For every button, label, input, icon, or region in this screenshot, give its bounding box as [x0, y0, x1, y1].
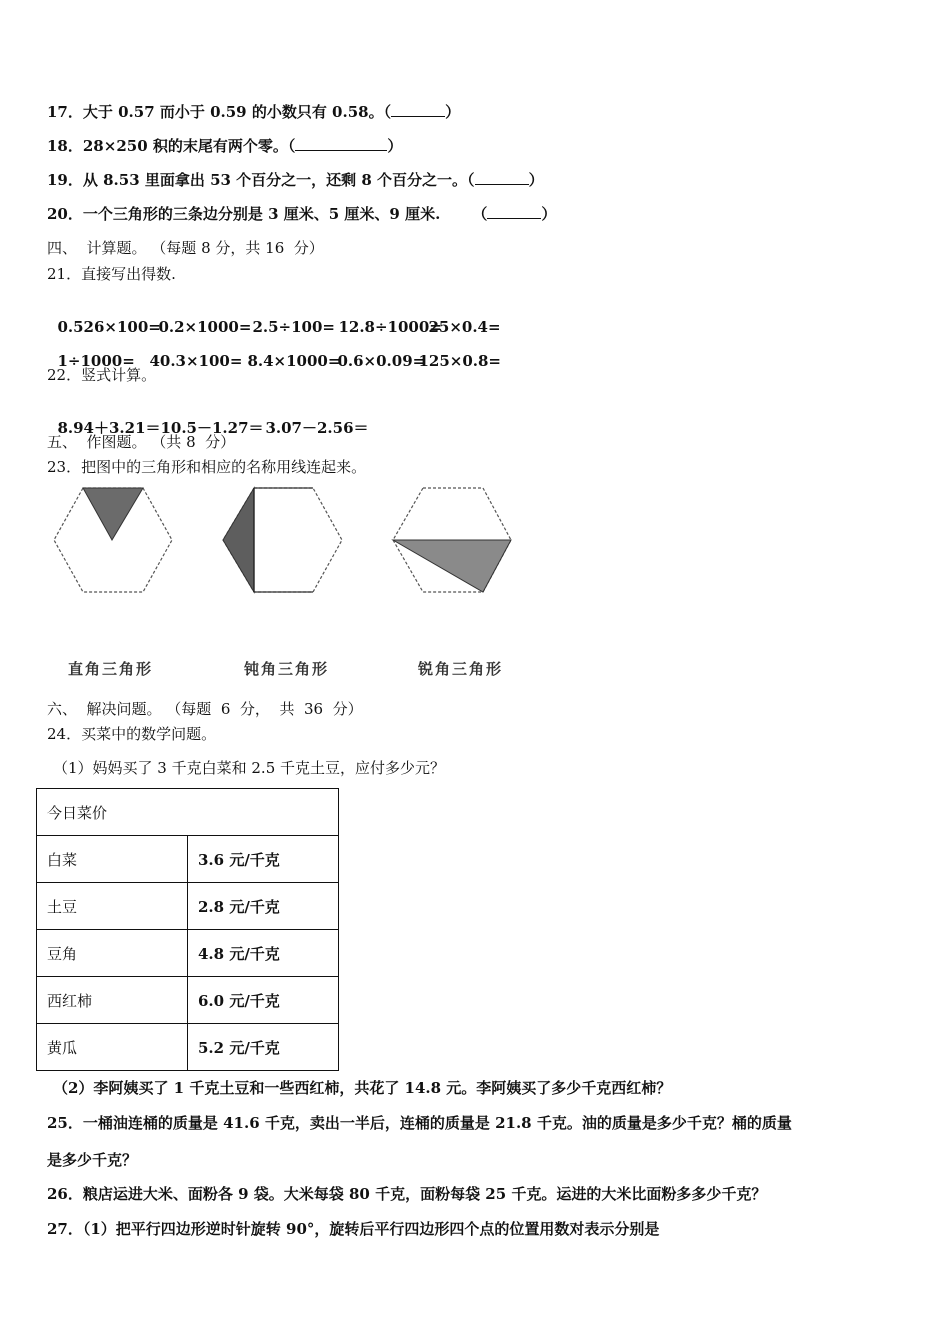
question-22: 22．竖式计算。 — [47, 366, 157, 384]
vegetable-name: 豆角 — [37, 930, 188, 977]
section-6-heading: 六、 解决问题。 （每题 6 分， 共 36 分） — [47, 700, 363, 718]
table-row — [37, 977, 339, 1024]
calc-item: 2.5÷100= — [252, 318, 335, 336]
shaded-triangle-2[interactable] — [223, 488, 254, 592]
question-25-line-1: 25．一桶油连桶的质量是 41.6 千克，卖出一半后，连桶的质量是 21.8 千克。油的质量是多少千克？桶的质量 — [47, 1114, 792, 1132]
calc-item: 0.2×1000= — [158, 318, 252, 336]
question-18 — [47, 136, 402, 156]
table-row — [37, 1024, 339, 1071]
table-header: 今日菜价 — [37, 789, 339, 836]
vertical-calc-item: 8.94＋3.21＝ — [57, 419, 161, 437]
vegetable-price: 2.8 元/千克 — [188, 883, 339, 930]
answer-blank-17[interactable] — [391, 102, 445, 117]
question-18-text: 18．28×250 积的末尾有两个零。（ — [47, 137, 296, 155]
calc-item: 40.3×100= — [149, 352, 243, 370]
question-19-close: ） — [528, 171, 544, 189]
section-5-heading: 五、 作图题。 （共 8 分） — [47, 433, 236, 451]
hexagon-figure-1 — [54, 488, 172, 592]
calc-item: 25×0.4= — [428, 318, 501, 336]
vegetable-price: 3.6 元/千克 — [188, 836, 339, 883]
triangle-label-right[interactable]: 直角三角形 — [68, 660, 154, 678]
vegetable-name: 西红柿 — [37, 977, 188, 1024]
answer-blank-19[interactable] — [475, 170, 529, 185]
vegetable-price: 6.0 元/千克 — [188, 977, 339, 1024]
vegetable-name: 土豆 — [37, 883, 188, 930]
question-20-text: 20．一个三角形的三条边分别是 3 厘米、5 厘米、9 厘米. — [47, 205, 441, 223]
table-header-row — [37, 789, 339, 836]
question-20-open: （ — [472, 205, 488, 223]
question-17-text: 17．大于 0.57 而小于 0.59 的小数只有 0.58。（ — [47, 103, 392, 121]
question-20-close: ） — [541, 205, 557, 223]
shaded-triangle-1[interactable] — [83, 488, 143, 540]
vertical-calc-item: 3.07－2.56＝ — [265, 419, 369, 437]
hexagon-figure-2 — [223, 488, 342, 592]
question-17 — [47, 102, 460, 122]
vegetable-name: 黄瓜 — [37, 1024, 188, 1071]
calc-item: 125×0.8= — [418, 352, 501, 370]
triangle-label-acute[interactable]: 锐角三角形 — [418, 660, 504, 678]
question-27: 27．（1）把平行四边形逆时针旋转 90°，旋转后平行四边形四个点的位置用数对表示分别是 — [47, 1220, 660, 1238]
question-24: 24．买菜中的数学问题。 — [47, 725, 217, 743]
calc-item: 12.8÷1000= — [338, 318, 442, 336]
hexagon-figures — [45, 482, 525, 602]
vertical-calc-item: 10.5－1.27＝ — [160, 419, 264, 437]
triangle-label-obtuse[interactable]: 钝角三角形 — [244, 660, 330, 678]
question-17-close: ） — [445, 103, 461, 121]
table-row — [37, 836, 339, 883]
answer-blank-18[interactable] — [295, 136, 387, 151]
vegetable-price: 5.2 元/千克 — [188, 1024, 339, 1071]
shaded-triangle-3[interactable] — [393, 540, 511, 592]
question-24-part-2: （2）李阿姨买了 1 千克土豆和一些西红柿，共花了 14.8 元。李阿姨买了多少千克西红柿？ — [53, 1079, 672, 1097]
price-table — [36, 788, 339, 1071]
table-row — [37, 883, 339, 930]
vegetable-price: 4.8 元/千克 — [188, 930, 339, 977]
calc-item: 0.6×0.09= — [337, 352, 426, 370]
calc-item: 8.4×1000= — [247, 352, 341, 370]
question-26: 26．粮店运进大米、面粉各 9 袋。大米每袋 80 千克，面粉每袋 25 千克。运进的大米比面粉多多少千克？ — [47, 1185, 767, 1203]
question-20 — [47, 204, 556, 224]
question-19-text: 19．从 8.53 里面拿出 53 个百分之一，还剩 8 个百分之一。（ — [47, 171, 475, 189]
question-23: 23．把图中的三角形和相应的名称用线连起来。 — [47, 458, 367, 476]
section-4-heading: 四、 计算题。 （每题 8 分，共 16 分） — [47, 239, 324, 257]
question-21: 21．直接写出得数. — [47, 265, 176, 283]
calc-item: 1÷1000= — [57, 352, 135, 370]
answer-blank-20[interactable] — [487, 204, 541, 219]
question-18-close: ） — [387, 137, 403, 155]
hexagon-figure-3 — [393, 488, 511, 592]
table-row — [37, 930, 339, 977]
question-25-line-2: 是多少千克？ — [47, 1151, 138, 1169]
calc-item: 0.526×100= — [57, 318, 161, 336]
vegetable-name: 白菜 — [37, 836, 188, 883]
question-24-part-1: （1）妈妈买了 3 千克白菜和 2.5 千克土豆，应付多少元？ — [53, 759, 446, 777]
question-19 — [47, 170, 544, 190]
